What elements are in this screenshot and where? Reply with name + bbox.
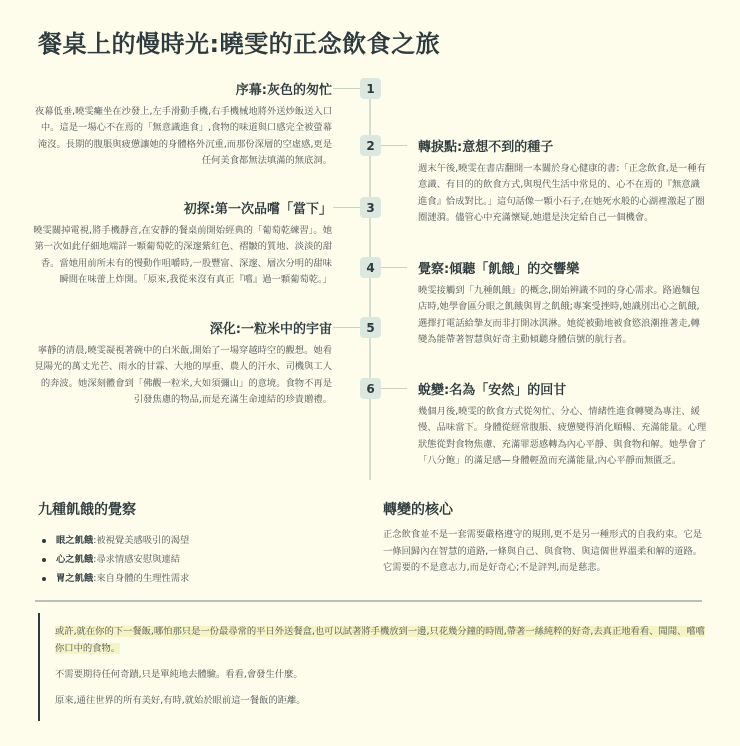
closing-quote [38, 613, 706, 721]
core-text: 正念飲食並不是一套需要嚴格遵守的規則,更不是另一種形式的自我約束。它是一條回歸內在智慧的道路,一條與自己、與食物、與這個世界溫柔和解的道路。它需要的不是意志力,而是好奇心;不是評判,而是慈悲。 [383, 529, 703, 573]
entry-heading: 蛻變:名為「安然」的回甘 [418, 383, 567, 398]
closing-line-3: 原來,通往世界的所有美好,有時,就始於眼前這一餐飯的距離。 [55, 695, 306, 706]
timeline-node-4: 4 [360, 257, 381, 278]
entry-text: 幾個月後,曉雯的飲食方式從匆忙、分心、情緒性進食轉變為專注、緩慢、品味當下。身體從經常腹脹、疲憊變得消化順暢、充滿能量。心理狀態從對食物焦慮、充滿罪惡感轉為內心平靜、與食物和解。她學會了「八分飽」的滿足感—身體輕盈而充滿能量,內心平靜而無匱乏。 [418, 406, 707, 466]
list-item: 胃之飢餓:來自身體的生理性需求 [40, 569, 189, 588]
timeline-entry-3 [32, 198, 332, 288]
timeline-entry-4 [418, 258, 708, 348]
core-heading: 轉變的核心 [383, 502, 453, 518]
timeline-connector [333, 207, 360, 208]
entry-text: 週末午後,曉雯在書店翻開一本關於身心健康的書:「正念飲食,是一種有意識、有目的的飲食方式,與現代生活中常見的、心不在焉的『無意識進食』恰成對比。」這句話像一顆小石子,在她死水般的心湖裡激起了圈圈漣漪。儘管心中充滿懷疑,她還是決定給自己一個機會。 [418, 163, 706, 223]
entry-heading: 序幕:灰色的匆忙 [235, 83, 332, 98]
entry-heading: 覺察:傾聽「飢餓」的交響樂 [418, 262, 580, 277]
timeline-node-1: 1 [360, 78, 381, 99]
page-title: 餐桌上的慢時光:曉雯的正念飲食之旅 [38, 30, 441, 58]
list-item: 心之飢餓:尋求情感安慰與連結 [40, 550, 189, 569]
divider [35, 600, 702, 602]
entry-text: 曉雯接觸到「九種飢餓」的概念,開始辨識不同的身心需求。路過麵包店時,她學會區分眼之飢餓與胃之飢餓;專案受挫時,她識別出心之飢餓,選擇打電話給摯友而非打開冰淇淋。她從被動地被食慾浪潮推著走,轉變為能帶著智慧與好奇主動傾聽身體信號的航行者。 [418, 285, 700, 345]
timeline-node-3: 3 [360, 197, 381, 218]
timeline-entry-6 [418, 379, 708, 469]
timeline-connector [381, 145, 407, 146]
timeline-node-2: 2 [360, 135, 381, 156]
timeline-connector [333, 88, 360, 89]
timeline-node-6: 6 [360, 378, 381, 399]
list-item: 眼之飢餓:被視覺美感吸引的渴望 [40, 531, 189, 550]
entry-heading: 轉捩點:意想不到的種子 [418, 140, 554, 155]
entry-heading: 深化:一粒米中的宇宙 [209, 322, 332, 337]
timeline-connector [381, 267, 407, 268]
timeline-entry-1 [32, 79, 332, 169]
timeline-node-5: 5 [360, 317, 381, 338]
entry-text: 寧靜的清晨,曉雯凝視著碗中的白米飯,開始了一場穿越時空的觀想。她看見陽光的萬丈光芒、雨水的甘霖、大地的厚重、農人的汗水、司機與工人的奔波。她深刻體會到「佛觀一粒米,大如須彌山」的意境。食物不再是引發焦慮的物品,而是充滿生命連結的珍貴贈禮。 [34, 345, 332, 405]
entry-text: 夜幕低垂,曉雯癱坐在沙發上,左手滑動手機,右手機械地將外送炒飯送入口中。這是一場心不在焉的「無意識進食」,食物的味道與口感完全被螢幕淹沒。長期的腹脹與疲憊讓她的身體格外沉重,而那份深層的空虛感,更是任何美食都無法填滿的無底洞。 [34, 106, 332, 166]
hunger-list [40, 531, 189, 588]
hunger-heading: 九種飢餓的覺察 [38, 502, 136, 518]
entry-heading: 初探:第一次品嚐「當下」 [183, 202, 332, 217]
timeline-entry-5 [32, 318, 332, 408]
timeline-connector [333, 327, 360, 328]
timeline-connector [381, 388, 407, 389]
timeline-entry-2 [418, 136, 708, 226]
entry-text: 曉雯關掉電視,將手機靜音,在安靜的餐桌前開始經典的「葡萄乾練習」。她第一次如此仔細地端詳一顆葡萄乾的深邃紫紅色、褶皺的質地、淡淡的甜香。當她用前所未有的慢動作咀嚼時,一股豐富、深邃、層次分明的甜味瞬間在味蕾上炸開。「原來,我從來沒有真正『嚐』過一顆葡萄乾。」 [33, 225, 332, 285]
highlighted-paragraph: 或許,就在你的下一餐飯,哪怕那只是一份最尋常的平日外送餐盒,也可以試著將手機放到一邊,只花幾分鐘的時間,帶著一絲純粹的好奇,去真正地看看、聞聞、嚐嚐你口中的食物。 [55, 626, 705, 654]
closing-line-2: 不需要期待任何奇蹟,只是單純地去體驗。看看,會發生什麼。 [55, 669, 303, 680]
